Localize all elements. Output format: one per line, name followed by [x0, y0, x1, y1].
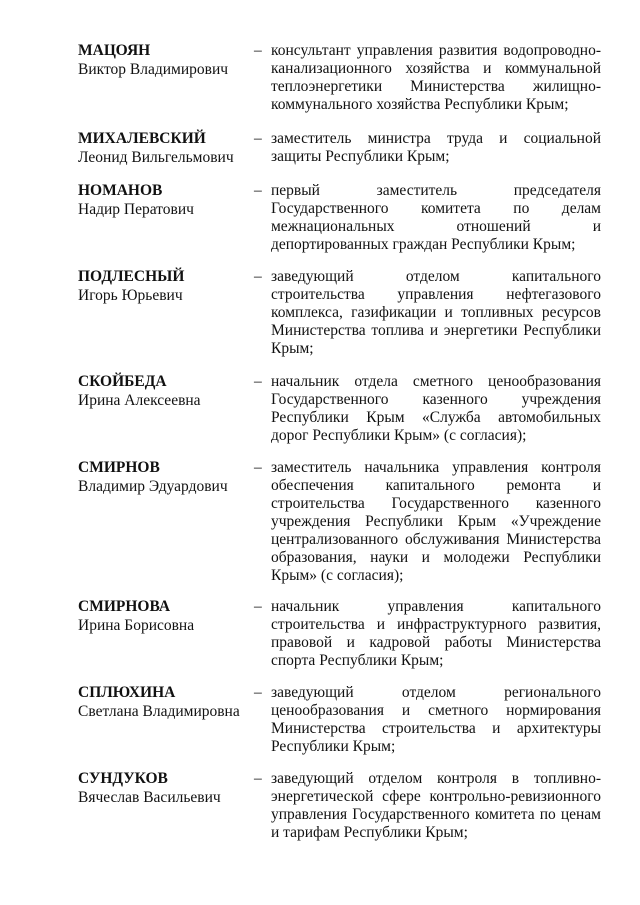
member-given-names: Надир Ператович [78, 201, 194, 218]
member-given-names: Леонид Вильгельмович [78, 149, 234, 166]
member-given-names: Игорь Юрьевич [78, 287, 183, 304]
member-position: начальник управления капитального строительства и инфраструктурного развития, правовой и кадровой работы Министерства спорта Республики Крым; [271, 598, 601, 669]
member-dash: – [254, 770, 262, 787]
member-dash: – [254, 598, 262, 615]
member-dash: – [254, 182, 262, 199]
member-dash: – [254, 373, 262, 390]
member-position: заместитель начальника управления контроля обеспечения капитального ремонта и строительства Государственного казенного учреждения Республики Крым «Учреждение централизованного обслуживания Министерства образования, науки и молодежи Республики Крым» (с согласия); [271, 459, 601, 584]
member-surname: МИХАЛЕВСКИЙ [78, 130, 206, 147]
member-dash: – [254, 130, 262, 147]
member-surname: ПОДЛЕСНЫЙ [78, 268, 185, 285]
member-surname: СКОЙБЕДА [78, 373, 167, 390]
member-given-names: Виктор Владимирович [78, 61, 229, 78]
member-given-names: Вячеслав Васильевич [78, 789, 221, 806]
member-position: заведующий отделом регионального ценообразования и сметного нормирования Министерства строительства и архитектуры Республики Крым; [271, 684, 601, 755]
member-surname: НОМАНОВ [78, 182, 163, 199]
member-position: заведующий отделом контроля в топливно-энергетической сфере контрольно-ревизионного управления Государственного комитета по ценам и тарифам Республики Крым; [271, 770, 601, 841]
member-position: начальник отдела сметного ценообразования Государственного казенного учреждения Республики Крым «Служба автомобильных дорог Республики Крым» (с согласия); [271, 373, 601, 444]
member-surname: СУНДУКОВ [78, 770, 168, 787]
member-surname: СМИРНОВ [78, 459, 160, 476]
member-given-names: Светлана Владимировна [78, 703, 240, 720]
member-given-names: Владимир Эдуардович [78, 478, 228, 495]
member-surname: СМИРНОВА [78, 598, 171, 615]
member-dash: – [254, 268, 262, 285]
member-dash: – [254, 459, 262, 476]
member-position: заместитель министра труда и социальной защиты Республики Крым; [271, 130, 601, 165]
member-surname: МАЦОЯН [78, 42, 151, 59]
member-position: заведующий отделом капитального строительства управления нефтегазового комплекса, газификации и топливных ресурсов Министерства топлива и энергетики Республики Крым; [271, 268, 601, 357]
member-position: консультант управления развития водопроводно-канализационного хозяйства и коммунальной теплоэнергетики Министерства жилищно-коммунального хозяйства Республики Крым; [271, 42, 601, 113]
member-given-names: Ирина Борисовна [78, 617, 195, 634]
member-position: первый заместитель председателя Государственного комитета по делам межнациональных отношений и депортированных граждан Республики Крым; [271, 182, 601, 253]
member-given-names: Ирина Алексеевна [78, 392, 201, 409]
member-surname: СПЛЮХИНА [78, 684, 176, 701]
member-dash: – [254, 42, 262, 59]
member-dash: – [254, 684, 262, 701]
